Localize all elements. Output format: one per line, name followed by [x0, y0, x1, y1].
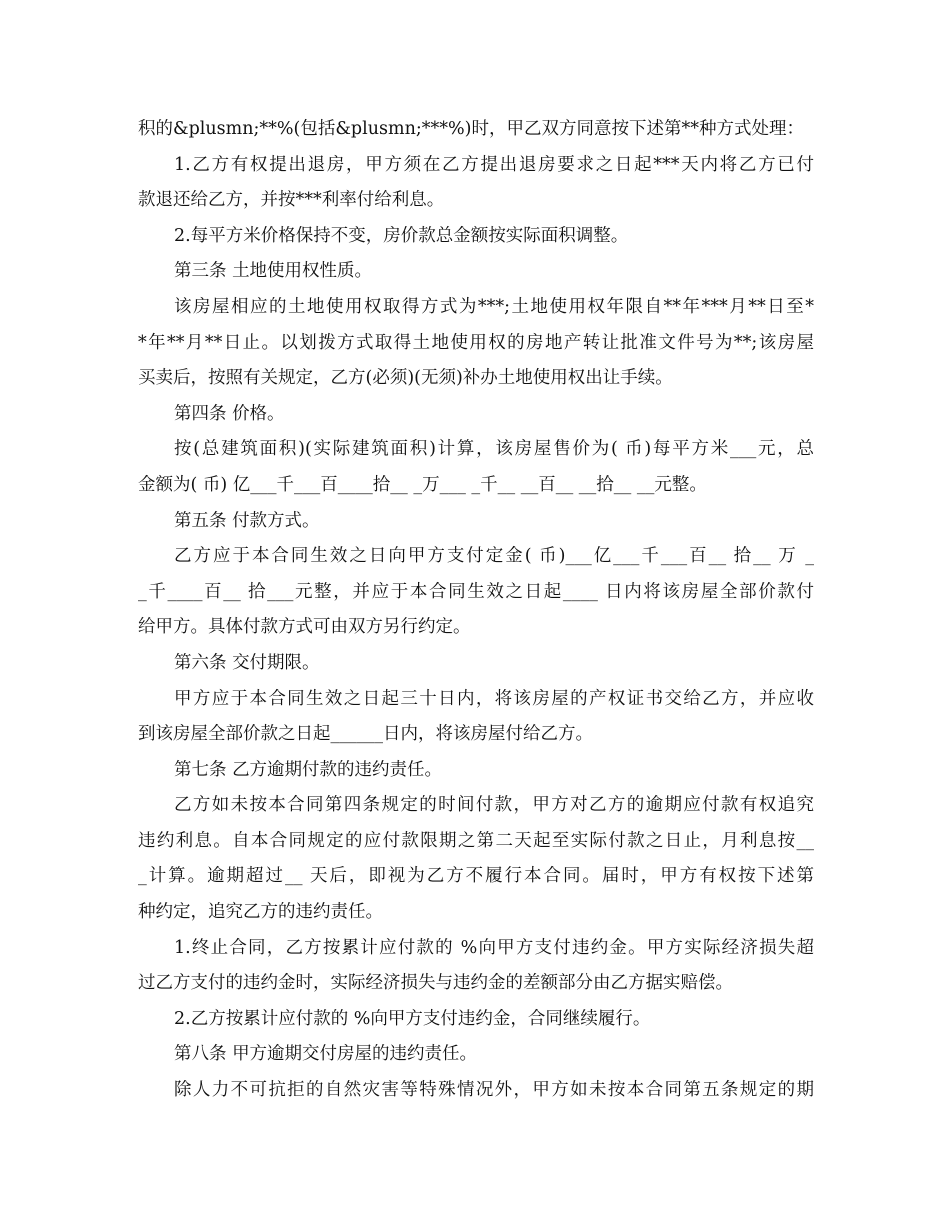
document-body: [138, 112, 814, 1109]
text-line: 2.每平方米价格保持不变，房价款总金额按实际面积调整。: [174, 225, 629, 246]
text-line: 到该房屋全部价款之日起______日内，将该房屋付给乙方。: [138, 724, 593, 745]
top-margin: [138, 0, 814, 112]
text-line: 乙方如未按本合同第四条规定的时间付款，甲方对乙方的逾期应付款有权追究: [174, 795, 814, 816]
text-line: 给甲方。具体付款方式可由双方另行约定。: [138, 617, 471, 638]
text-line: 除人力不可抗拒的自然灾害等特殊情况外，甲方如未按本合同第五条规定的期: [174, 1080, 814, 1101]
document-page: [138, 0, 814, 1109]
text-line: 积的&plusmn;**%(包括&plusmn;***%)时，甲乙双方同意按下述第**种方式处理：: [138, 119, 804, 139]
text-line: 第八条 甲方逾期交付房屋的违约责任。: [174, 1044, 478, 1065]
text-line: 该房屋相应的土地使用权取得方式为***;土地使用权年限自**年***月**日至*: [174, 296, 814, 317]
text-line: 第五条 付款方式。: [174, 510, 320, 531]
text-line: 第六条 交付期限。: [174, 652, 320, 673]
text-line: 乙方应于本合同生效之日向甲方支付定金( 币)___亿___千___百__ 拾__ 万 _: [174, 546, 814, 567]
text-line: 2.乙方按累计应付款的 %向甲方支付违约金，合同继续履行。: [174, 1008, 651, 1029]
text-line: 甲方应于本合同生效之日起三十日内，将该房屋的产权证书交给乙方，并应收: [174, 688, 814, 709]
text-line: 1.乙方有权提出退房，甲方须在乙方提出退房要求之日起***天内将乙方已付: [174, 154, 814, 175]
text-line: 第三条 土地使用权性质。: [174, 261, 373, 282]
text-line: 过乙方支付的违约金时，实际经济损失与违约金的差额部分由乙方据实赔偿。: [138, 973, 733, 994]
text-line: _千____百__ 拾___元整，并应于本合同生效之日起____ 日内将该房屋全部价款付: [138, 581, 814, 602]
text-line: 第四条 价格。: [174, 403, 285, 424]
text-line: _计算。逾期超过__ 天后，即视为乙方不履行本合同。届时，甲方有权按下述第: [138, 866, 814, 887]
text-line: *年**月**日止。以划拨方式取得土地使用权的房地产转让批准文件号为**;该房屋: [138, 332, 814, 353]
text-line: 1.终止合同，乙方按累计应付款的 %向甲方支付违约金。甲方实际经济损失超: [174, 937, 814, 958]
text-line: 种约定，追究乙方的违约责任。: [138, 902, 383, 923]
text-line: 第七条 乙方逾期付款的违约责任。: [174, 759, 443, 780]
text-line: 款退还给乙方，并按***利率付给利息。: [138, 190, 445, 211]
text-line: 买卖后，按照有关规定，乙方(必须)(无须)补办土地使用权出让手续。: [138, 368, 673, 389]
text-line: 按(总建筑面积)(实际建筑面积)计算，该房屋售价为( 币)每平方米___元，总: [174, 439, 814, 460]
text-line: 金额为( 币) 亿___千___百____拾__ _万___ _千__ __百__ __拾__ __元整。: [138, 474, 707, 495]
text-line: 违约利息。自本合同规定的应付款限期之第二天起至实际付款之日止，月利息按__: [138, 830, 814, 851]
